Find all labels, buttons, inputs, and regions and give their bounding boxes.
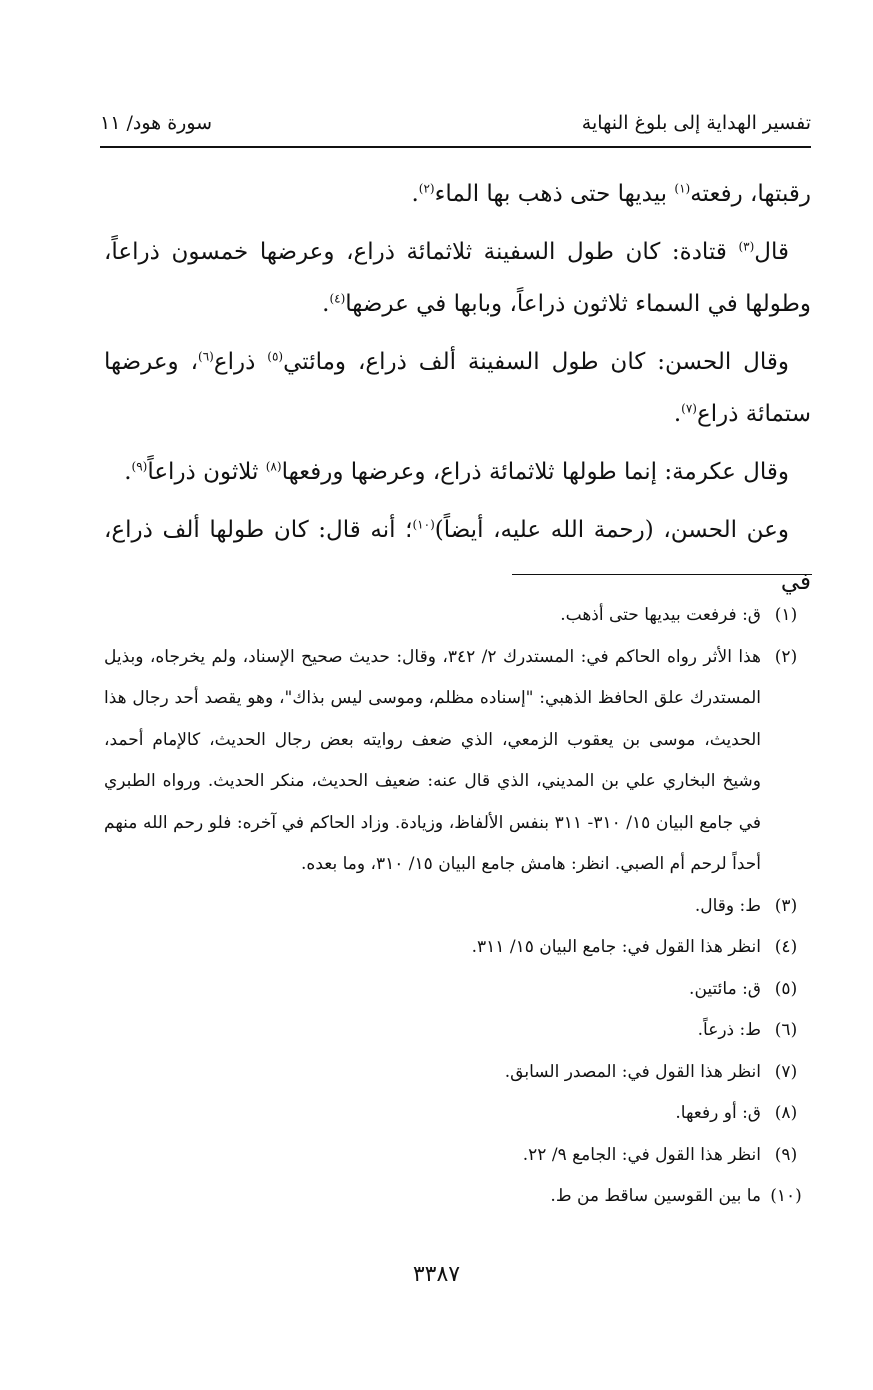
footnote bbox=[104, 886, 811, 928]
paragraph bbox=[104, 504, 811, 608]
footnote-marker: (١٠) bbox=[412, 517, 435, 532]
footnote-marker: (٩) bbox=[131, 459, 148, 474]
footnote-number: (٩) bbox=[774, 1144, 798, 1165]
footnotes bbox=[104, 595, 811, 1218]
text-run: ذراع bbox=[213, 349, 268, 375]
text-run: قال bbox=[754, 239, 789, 265]
footnote-marker: (٨) bbox=[265, 459, 282, 474]
text-run: ، وعرضها ستمائة ذراع bbox=[104, 349, 811, 427]
text-run: وعن الحسن، (رحمة الله عليه، أيضاً) bbox=[434, 517, 789, 543]
book-title: تفسير الهداية إلى بلوغ النهاية bbox=[581, 112, 811, 134]
footnote-marker: (٣) bbox=[738, 239, 755, 254]
text-run: وقال عكرمة: إنما طولها ثلاثمائة ذراع، وعرضها ورفعها bbox=[281, 459, 789, 485]
text-run: رقبتها، رفعته bbox=[690, 181, 811, 207]
text-run: بيديها حتى ذهب بها الماء bbox=[434, 181, 675, 207]
footnote-number: (٥) bbox=[774, 978, 798, 999]
footnote-number: (٧) bbox=[774, 1061, 798, 1082]
footnote bbox=[104, 969, 811, 1011]
text-run: قتادة: كان طول السفينة ثلاثمائة ذراع، وعرضها خمسون ذراعاً، وطولها في السماء ثلاثون ذراعاً، وبابها في عرضها bbox=[104, 239, 811, 317]
footnote-number: (٨) bbox=[774, 1103, 798, 1123]
main-text bbox=[104, 168, 811, 614]
text-run: ؛ أنه قال: كان طولها ألف ذراع، في bbox=[104, 517, 811, 595]
footnote-number: (٤) bbox=[774, 937, 798, 957]
header-rule bbox=[100, 146, 811, 148]
paragraph bbox=[104, 226, 811, 330]
footnote-text: ما بين القوسين ساقط من ط. bbox=[550, 1186, 761, 1206]
footnote-text: ط: ذرعاً. bbox=[697, 1020, 761, 1040]
footnote-number: (٢) bbox=[774, 646, 798, 667]
text-run: وقال الحسن: كان طول السفينة ألف ذراع، ومائتي bbox=[283, 349, 789, 375]
page-number: ٣٣٨٧ bbox=[412, 1262, 461, 1287]
footnote-text: انظر هذا القول في: جامع البيان ١٥/ ٣١١. bbox=[471, 937, 761, 957]
text-run: . bbox=[411, 181, 419, 207]
footnote-separator bbox=[512, 574, 812, 575]
footnote bbox=[104, 1010, 811, 1052]
text-run: . bbox=[673, 401, 682, 427]
text-run: . bbox=[124, 459, 132, 485]
footnote-marker: (٧) bbox=[681, 401, 697, 416]
footnote-text: ق: فرفعت بيديها حتى أذهب. bbox=[560, 605, 761, 625]
footnote bbox=[104, 927, 811, 969]
footnote-text: هذا الأثر رواه الحاكم في: المستدرك ٢/ ٣٤٢، وقال: حديث صحيح الإسناد، ولم يخرجاه، وبذيل المستدرك علق الحافظ الذهبي: "إسناده مظلم، وموسى ليس بذاك"، وهو يقصد أحد رجال هذا الحديث، موسى بن يعقوب الزمعي، الذي ضعف روايته بعض رجال الحديث، كالإمام أحمد، وشيخ البخاري علي بن المديني، الذي قال عنه: ضعيف الحديث، منكر الحديث. ورواه الطبري في جامع البيان ١٥/ ٣١٠- ٣١١ بنفس الألفاظ، وزيادة. وزاد الحاكم في آخره: فلو رحم الله منهم أحداً لرحم أم الصبي. انظر: هامش جامع البيان ١٥/ ٣١٠، وما بعده. bbox=[104, 646, 761, 874]
footnote-number: (٦) bbox=[774, 1020, 798, 1040]
footnote-number: (١) bbox=[774, 605, 798, 625]
paragraph bbox=[104, 446, 811, 498]
paragraph bbox=[104, 336, 811, 440]
footnote-text: ق: مائتين. bbox=[689, 978, 761, 999]
footnote bbox=[104, 1093, 811, 1135]
footnote bbox=[104, 595, 811, 637]
footnote bbox=[104, 637, 811, 886]
footnote-marker: (٦) bbox=[198, 349, 214, 364]
footnote-number: (٣) bbox=[774, 895, 798, 916]
footnote-marker: (١) bbox=[674, 181, 691, 196]
footnote-text: ط: وقال. bbox=[694, 895, 761, 916]
paragraph bbox=[104, 168, 811, 220]
footnote bbox=[104, 1176, 811, 1218]
footnote-text: انظر هذا القول في: المصدر السابق. bbox=[504, 1061, 761, 1082]
footnote-marker: (٤) bbox=[329, 291, 346, 306]
footnote bbox=[104, 1135, 811, 1177]
running-header bbox=[100, 108, 811, 140]
footnote-number: (١٠) bbox=[770, 1186, 802, 1206]
footnote-marker: (٢) bbox=[418, 181, 435, 196]
surah-reference: سورة هود/ ١١ bbox=[100, 112, 213, 134]
footnote-text: ق: أو رفعها. bbox=[675, 1103, 761, 1123]
text-run: . bbox=[322, 291, 330, 317]
footnote-text: انظر هذا القول في: الجامع ٩/ ٢٢. bbox=[522, 1144, 761, 1165]
text-run: ثلاثون ذراعاً bbox=[147, 459, 266, 485]
footnote bbox=[104, 1052, 811, 1094]
footnote-marker: (٥) bbox=[267, 349, 284, 364]
